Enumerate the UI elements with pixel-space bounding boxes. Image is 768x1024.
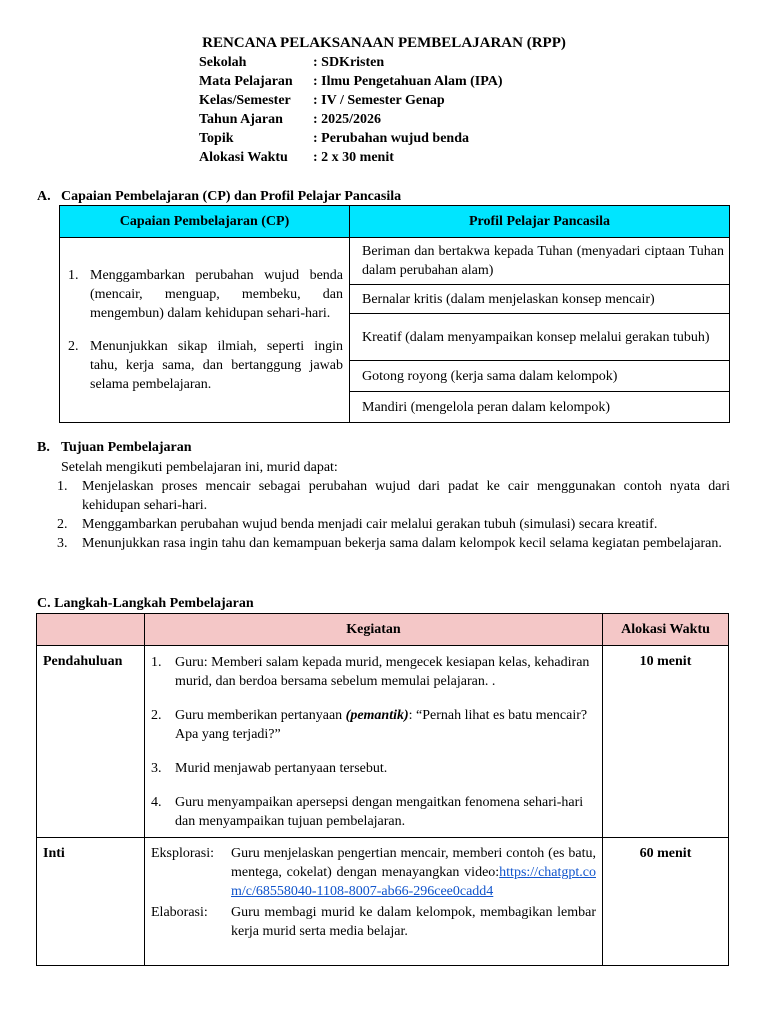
cp-profile-table	[59, 205, 730, 423]
empty-header	[37, 614, 145, 646]
profile-item: Bernalar kritis (dalam menjelaskan konsep mencair)	[350, 285, 730, 314]
section-a-heading: A. Capaian Pembelajaran (CP) dan Profil Pelajar Pancasila	[37, 189, 402, 204]
profile-item: Mandiri (mengelola peran dalam kelompok)	[350, 392, 730, 423]
list-item: 1. Guru: Memberi salam kepada murid, mengecek kesiapan kelas, kehadiran murid, dan berdoa bersama sebelum memulai pelajaran. .	[151, 655, 590, 689]
time-pendahuluan: 10 menit	[603, 646, 729, 838]
cp-list	[68, 266, 343, 394]
goals-list	[57, 477, 730, 553]
steps-list	[151, 653, 596, 831]
row-label-inti: Inti	[37, 838, 145, 966]
eksplorasi-text: Guru menjelaskan pengertian mencair, memberi contoh (es batu, mentega, cokelat) dengan menayangkan video:	[231, 846, 596, 880]
meta-row-year: Tahun Ajaran : 2025/2026	[199, 112, 382, 127]
inti-activities	[145, 838, 603, 966]
list-item: 4. Guru menyampaikan apersepsi dengan mengaitkan fenomena sehari-hari dan menyampaikan tujuan pembelajaran.	[151, 795, 584, 829]
meta-row-topic: Topik : Perubahan wujud benda	[199, 131, 469, 146]
list-item: 2. Menunjukkan sikap ilmiah, seperti ingin tahu, kerja sama, dan bertanggung jawab selama pembelajaran.	[68, 339, 343, 392]
time-inti: 60 menit	[603, 838, 729, 966]
eksplorasi-label: Eksplorasi:	[151, 846, 214, 861]
cp-column-header: Capaian Pembelajaran (CP)	[60, 206, 350, 238]
eksplorasi-block	[151, 844, 596, 901]
list-item: 2. Menggambarkan perubahan wujud benda menjadi cair melalui gerakan tubuh (simulasi) secara kreatif.	[57, 517, 658, 532]
profile-item: Gotong royong (kerja sama dalam kelompok)	[350, 361, 730, 392]
list-item: 1. Menggambarkan perubahan wujud benda (mencair, menguap, membeku, dan mengembun) dalam kehidupan sehari-hari.	[68, 268, 343, 321]
meta-row-subject: Mata Pelajaran : Ilmu Pengetahuan Alam (IPA)	[199, 74, 503, 89]
meta-row-class: Kelas/Semester : IV / Semester Genap	[199, 93, 445, 108]
profile-column-header: Profil Pelajar Pancasila	[350, 206, 730, 238]
elaborasi-label: Elaborasi:	[151, 905, 208, 920]
table-row	[37, 838, 729, 966]
table-row	[37, 646, 729, 838]
row-label-pendahuluan: Pendahuluan	[37, 646, 145, 838]
list-item: 3. Murid menjawab pertanyaan tersebut.	[151, 761, 388, 776]
video-link[interactable]: https://chatgpt.com/c/68558040-1108-8007-ab66-296cee0cadd4	[231, 865, 596, 899]
pendahuluan-activities	[145, 646, 603, 838]
list-item: 1. Menjelaskan proses mencair sebagai perubahan wujud dari padat ke cair menggunakan contoh nyata dari kehidupan sehari-hari.	[57, 479, 730, 513]
elaborasi-text: Guru membagi murid ke dalam kelompok, membagikan lembar kerja murid serta media belajar.	[231, 905, 596, 939]
document-meta	[199, 53, 503, 167]
document-title: RENCANA PELAKSANAAN PEMBELAJARAN (RPP)	[202, 35, 566, 51]
list-item: 2. Guru memberikan pertanyaan (pemantik): “Pernah lihat es batu mencair? Apa yang terjadi?”	[151, 708, 588, 742]
profile-item: Kreatif (dalam menyampaikan konsep melalui gerakan tubuh)	[350, 314, 730, 361]
steps-table	[36, 613, 729, 966]
cp-cell	[60, 238, 350, 423]
elaborasi-block	[151, 903, 596, 941]
activity-column-header: Kegiatan	[145, 614, 603, 646]
meta-row-school: Sekolah : SDKristen	[199, 55, 385, 70]
profile-item: Beriman dan bertakwa kepada Tuhan (menyadari ciptaan Tuhan dalam perubahan alam)	[350, 238, 730, 285]
section-c-heading: C. Langkah-Langkah Pembelajaran	[37, 596, 254, 611]
list-item: 3. Menunjukkan rasa ingin tahu dan kemampuan bekerja sama dalam kelompok kecil selama kegiatan pembelajaran.	[57, 536, 722, 551]
meta-row-time: Alokasi Waktu : 2 x 30 menit	[199, 150, 394, 165]
goals-intro: Setelah mengikuti pembelajaran ini, murid dapat:	[61, 460, 338, 475]
section-b-heading: B. Tujuan Pembelajaran	[37, 440, 192, 455]
time-column-header: Alokasi Waktu	[603, 614, 729, 646]
